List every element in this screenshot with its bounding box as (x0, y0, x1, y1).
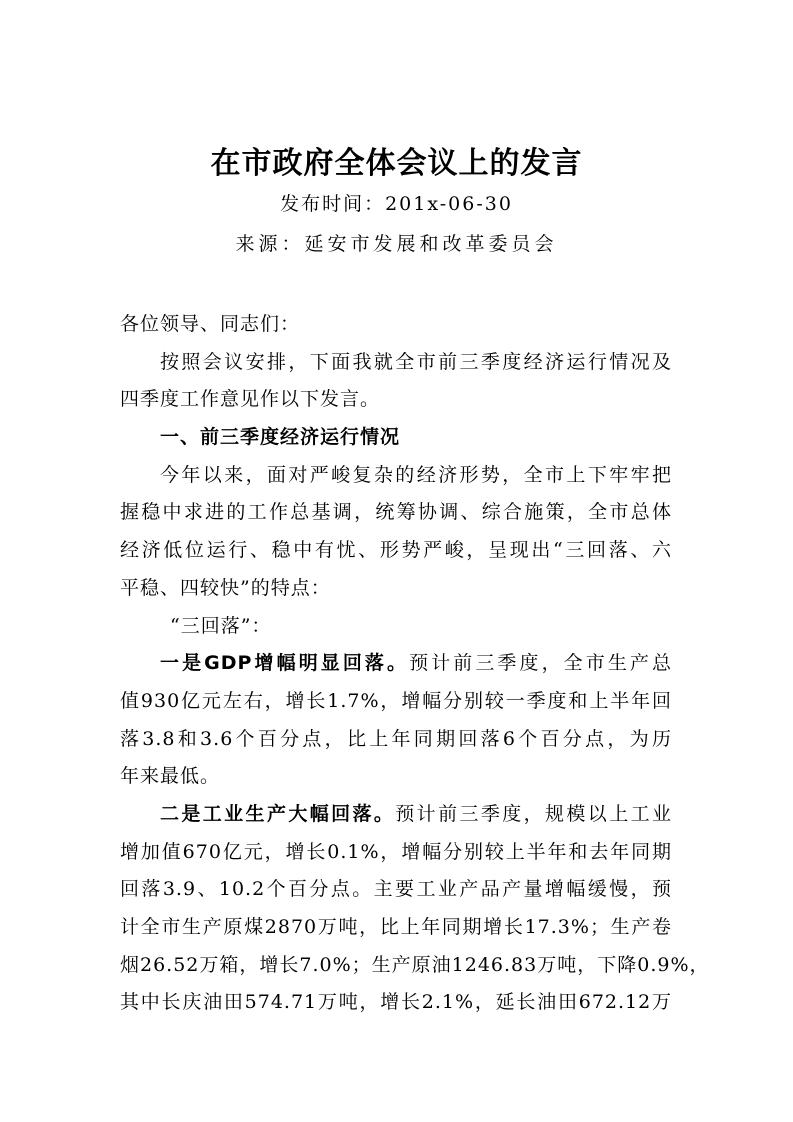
section-heading: 一、前三季度经济运行情况 (160, 426, 401, 449)
greeting: 各位领导、同志们： (120, 313, 301, 335)
source: 来源：延安市发展和改革委员会 (235, 233, 558, 255)
point-text: 预计前三季度，规模以上工业 (395, 802, 672, 825)
paragraph-line (120, 645, 672, 683)
point-title: 一是GDP增幅明显回落。 (160, 652, 410, 675)
paragraph-line: 烟26.52万箱，增长7.0%；生产原油1246.83万吨，下降0.9%， (120, 953, 710, 976)
publish-date: 发布时间：201x-06-30 (280, 193, 513, 215)
paragraph-line: 平稳、四较快”的特点： (120, 576, 331, 599)
paragraph-line: 经济低位运行、稳中有忧、形势严峻，呈现出“三回落、六 (120, 539, 672, 562)
paragraph-line: 计全市生产原煤2870万吨，比上年同期增长17.3%；生产卷 (120, 916, 672, 938)
paragraph-line: 增加值670亿元，增长0.1%，增幅分别较上半年和去年同期 (120, 840, 672, 863)
paragraph-line: 四季度工作意见作以下发言。 (120, 388, 381, 411)
document-title: 在市政府全体会议上的发言 (210, 146, 583, 181)
subheading: “三回落”： (170, 614, 272, 637)
document-body (120, 306, 710, 1022)
paragraph-line: 值930亿元左右，增长1.7%，增幅分别较一季度和上半年回 (120, 689, 672, 712)
paragraph-line: 其中长庆油田574.71万吨，增长2.1%，延长油田672.12万 (120, 991, 672, 1014)
paragraph-line: 年来最低。 (120, 765, 221, 788)
paragraph-line: 按照会议安排，下面我就全市前三季度经济运行情况及 (160, 350, 672, 373)
point-title: 二是工业生产大幅回落。 (160, 802, 396, 825)
paragraph-line: 落3.8和3.6个百分点，比上年同期回落6个百分点，为历 (120, 727, 672, 750)
paragraph-line (120, 796, 672, 834)
paragraph-line: 今年以来，面对严峻复杂的经济形势，全市上下牢牢把 (160, 463, 672, 486)
paragraph-line: 握稳中求进的工作总基调，统筹协调、综合施策，全市总体 (120, 501, 672, 524)
point-text: 预计前三季度，全市生产总 (409, 652, 672, 675)
paragraph-line: 回落3.9、10.2个百分点。主要工业产品产量增幅缓慢，预 (120, 878, 672, 901)
